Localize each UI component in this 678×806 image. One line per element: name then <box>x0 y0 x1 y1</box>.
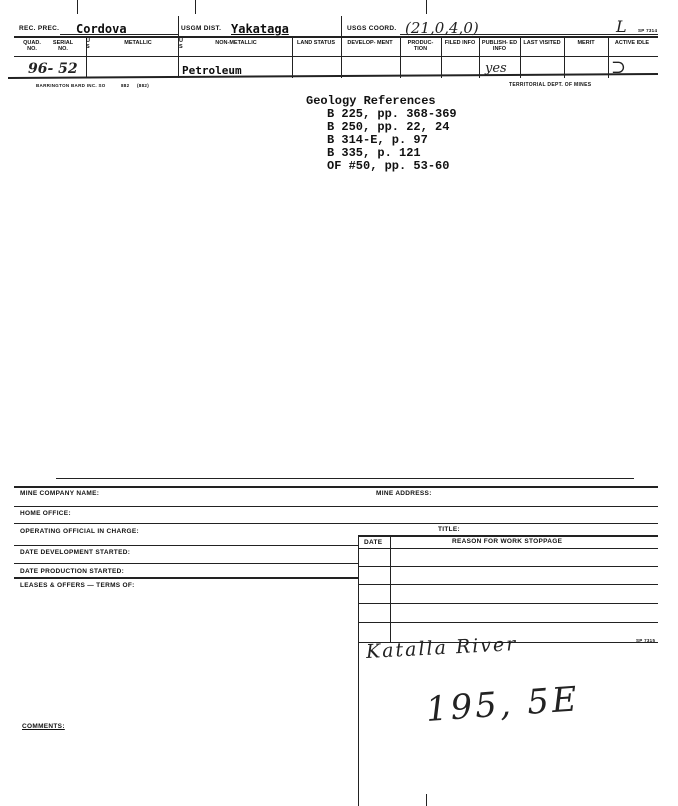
mine-address-label: MINE ADDRESS: <box>376 490 432 497</box>
top-tick-mid <box>195 0 196 14</box>
active-mark: ⊃ <box>611 57 627 78</box>
stoppage-header-rule <box>358 548 658 549</box>
form-code-bottom: SP 7315 <box>636 638 656 643</box>
reference-item: B 250, pp. 22, 24 <box>327 120 450 134</box>
col-land-status: LAND STATUS <box>297 40 335 46</box>
title-label: TITLE: <box>438 526 461 533</box>
col-div-4 <box>341 16 342 78</box>
row-bottom-rule <box>8 73 658 79</box>
rec-prec-value: Cordova <box>76 22 127 36</box>
col-metallic: METALLIC <box>124 40 152 46</box>
references-block <box>306 95 457 173</box>
corner-mark: L <box>616 17 627 36</box>
date-development-label: DATE DEVELOPMENT STARTED: <box>20 549 131 556</box>
col-filed-info: FILED INFO <box>444 40 476 46</box>
quad-serial-value: 96- 52 <box>28 61 78 77</box>
usgs-coord-value: (21,0,4,0) <box>405 19 479 37</box>
reference-item: B 335, p. 121 <box>327 146 421 160</box>
agency-name: TERRITORIAL DEPT. OF MINES <box>509 82 592 88</box>
reference-item: OF #50, pp. 53-60 <box>327 159 450 173</box>
column-header-rule <box>14 56 658 57</box>
col-div-10 <box>608 36 609 78</box>
references-title: Geology References <box>306 94 436 108</box>
date-header: DATE <box>364 539 383 546</box>
usgm-dist-value: Yakataga <box>231 22 289 36</box>
usgs-coord-label: USGS COORD. <box>347 25 397 32</box>
comments-label: COMMENTS: <box>22 723 65 730</box>
printer-code-1: 882 <box>121 83 130 88</box>
bottom-tick <box>426 794 427 806</box>
col-div-3 <box>292 36 293 78</box>
form-code-top: SP 7314 <box>638 28 658 33</box>
rec-prec-underline <box>60 34 178 35</box>
home-office-rule <box>14 506 658 507</box>
stoppage-top-rule <box>358 535 658 537</box>
usgs-coord-underline <box>400 34 658 35</box>
published-value: yes <box>485 61 507 76</box>
col-us-1: U S <box>86 38 90 50</box>
stoppage-row-2 <box>358 584 658 585</box>
reason-header: REASON FOR WORK STOPPAGE <box>452 538 563 545</box>
col-div-5 <box>400 36 401 78</box>
col-us-2: U S <box>179 38 183 50</box>
col-merit: MERIT <box>577 40 595 46</box>
stoppage-row-4 <box>358 622 658 623</box>
stoppage-row-3 <box>358 603 658 604</box>
date-production-label: DATE PRODUCTION STARTED: <box>20 568 125 575</box>
operating-rule <box>14 523 658 524</box>
reference-item: B 314-E, p. 97 <box>327 133 428 147</box>
col-published-info: PUBLISH- ED INFO <box>481 40 518 52</box>
leases-label: LEASES & OFFERS — TERMS OF: <box>20 582 135 589</box>
mine-company-rule <box>14 486 658 488</box>
col-div-9 <box>564 36 565 78</box>
reference-item: B 225, pp. 368-369 <box>327 107 457 121</box>
col-div-7 <box>479 36 480 78</box>
lower-top-rule <box>56 478 634 479</box>
dev-started-top-rule <box>14 545 358 546</box>
home-office-label: HOME OFFICE: <box>20 510 71 517</box>
rec-prec-label: REC. PREC. <box>19 25 60 32</box>
col-active-idle: ACTIVE IDLE <box>614 40 650 46</box>
leases-top-rule <box>14 577 358 579</box>
prod-started-top-rule <box>14 563 358 564</box>
printer-imprint: BARRINGTON BARD INC. SO <box>36 83 106 88</box>
stoppage-row-1 <box>358 566 658 567</box>
col-production: PRODUC- TION <box>407 40 434 52</box>
col-serial-no: SERIAL NO. <box>52 40 74 52</box>
commodity-value: Petroleum <box>182 64 242 77</box>
top-tick-left <box>77 0 78 14</box>
header-rule <box>14 36 658 38</box>
stoppage-left-border <box>358 535 359 806</box>
col-div-8 <box>520 36 521 78</box>
stoppage-date-divider <box>390 535 391 643</box>
printer-code-2: (882) <box>137 83 150 88</box>
col-development: DEVELOP- MENT <box>347 40 393 46</box>
col-div-6 <box>441 36 442 78</box>
mine-company-name-label: MINE COMPANY NAME: <box>20 490 100 497</box>
operating-official-label: OPERATING OFFICIAL IN CHARGE: <box>20 528 139 535</box>
col-non-metallic: NON-METALLIC <box>215 40 257 46</box>
col-last-visited: LAST VISITED <box>523 40 561 46</box>
top-tick-right <box>426 0 427 14</box>
col-quad-no: QUAD. NO. <box>23 40 41 52</box>
usgm-dist-label: USGM DIST. <box>181 25 222 32</box>
handwritten-number: 195, 5E <box>424 679 581 730</box>
handwritten-location: Katalla River <box>365 633 518 663</box>
